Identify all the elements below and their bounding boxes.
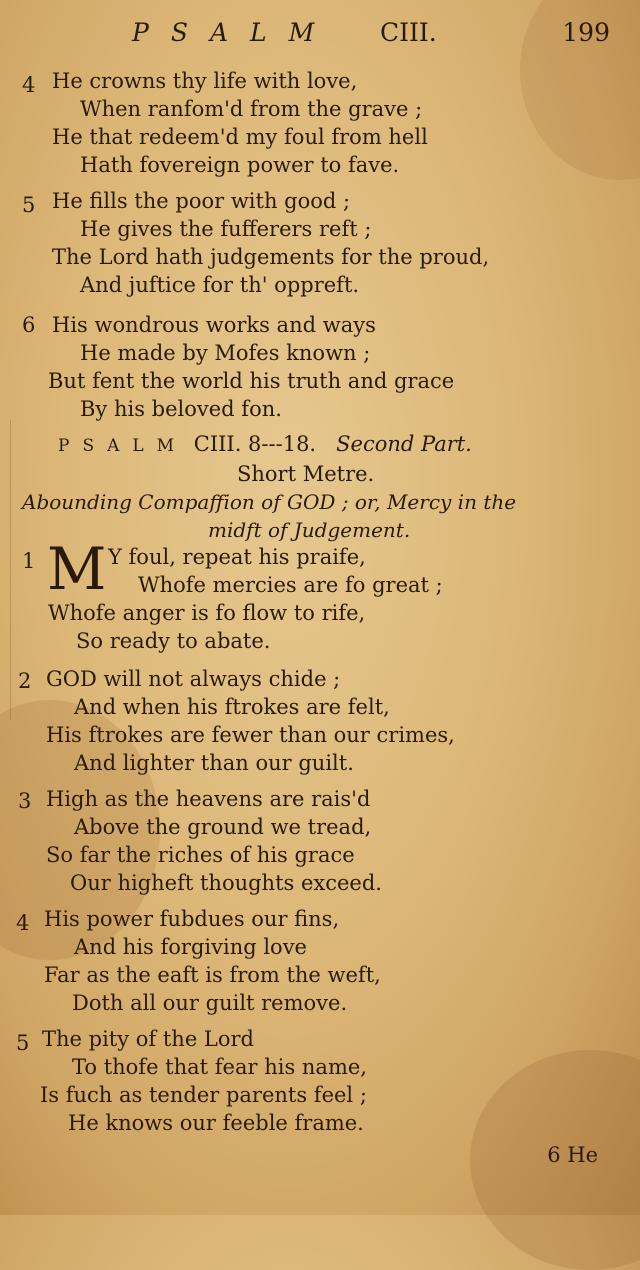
verse-number: 2 bbox=[18, 669, 32, 693]
verse-line: Far as the eaft is from the weft, bbox=[44, 963, 381, 987]
verse-line: To thofe that fear his name, bbox=[72, 1055, 367, 1079]
verse-number: 6 bbox=[22, 313, 36, 337]
metre-label: Short Metre. bbox=[237, 462, 375, 486]
verse-line: His wondrous works and ways bbox=[52, 313, 376, 337]
verse-line: He crowns thy life with love, bbox=[52, 69, 358, 93]
hymn-subtitle-line2: midft of Judgement. bbox=[208, 518, 411, 542]
verse-line: So far the riches of his grace bbox=[46, 843, 355, 867]
hymn-subtitle-line1: Abounding Compaffion of GOD ; or, Mercy in the bbox=[22, 490, 517, 514]
verse-line: High as the heavens are rais'd bbox=[46, 787, 371, 811]
verse-line: Doth all our guilt remove. bbox=[72, 991, 348, 1015]
verse-line: Hath fovereign power to fave. bbox=[80, 153, 400, 177]
section-heading-part: Second Part. bbox=[336, 432, 472, 456]
verse-line: He fills the poor with good ; bbox=[52, 189, 351, 213]
verse-line: The Lord hath judgements for the proud, bbox=[52, 245, 490, 269]
verse-number: 5 bbox=[16, 1031, 30, 1055]
verse-line: He made by Mofes known ; bbox=[80, 341, 371, 365]
margin-line bbox=[10, 420, 11, 720]
verse-line: Our higheft thoughts exceed. bbox=[70, 871, 382, 895]
header-title: PSALM bbox=[132, 18, 337, 47]
verse-line: By his beloved fon. bbox=[80, 397, 282, 421]
running-header bbox=[0, 14, 640, 54]
verse-line: He gives the fufferers reft ; bbox=[80, 217, 372, 241]
page-number: 199 bbox=[562, 18, 610, 47]
header-psalm-number: CIII. bbox=[380, 18, 437, 47]
verse-line: And his forgiving love bbox=[74, 935, 307, 959]
verse-line: He knows our feeble frame. bbox=[68, 1111, 364, 1135]
verse-line: But fent the world his truth and grace bbox=[48, 369, 455, 393]
verse-line: So ready to abate. bbox=[76, 629, 271, 653]
verse-number: 4 bbox=[16, 911, 30, 935]
verse-line: Above the ground we tread, bbox=[74, 815, 372, 839]
verse-line: And when his ftrokes are felt, bbox=[74, 695, 390, 719]
verse-line: And juftice for th' oppreft. bbox=[80, 273, 360, 297]
verse-line: Whofe mercies are fo great ; bbox=[138, 573, 443, 597]
verse-line: The pity of the Lord bbox=[42, 1027, 254, 1051]
verse-line: Is fuch as tender parents feel ; bbox=[40, 1083, 367, 1107]
verse-line: When ranfom'd from the grave ; bbox=[80, 97, 423, 121]
verse-number: 5 bbox=[22, 193, 36, 217]
verse-number: 1 bbox=[22, 549, 36, 573]
verse-line: GOD will not always chide ; bbox=[46, 667, 341, 691]
verse-line: His ftrokes are fewer than our crimes, bbox=[46, 723, 455, 747]
verse-line: Y foul, repeat his praife, bbox=[108, 545, 366, 569]
verse-line: And lighter than our guilt. bbox=[74, 751, 354, 775]
drop-cap: M bbox=[47, 535, 107, 603]
verse-number: 3 bbox=[18, 789, 32, 813]
section-heading bbox=[58, 432, 472, 456]
verse-line: He that redeem'd my foul from hell bbox=[52, 125, 428, 149]
verse-number: 4 bbox=[22, 73, 36, 97]
section-heading-psalm: PSALM bbox=[58, 436, 188, 456]
catchword: 6 He bbox=[547, 1143, 598, 1167]
verse-line: Whofe anger is fo flow to rife, bbox=[48, 601, 366, 625]
section-heading-ref: CIII. 8---18. bbox=[193, 432, 317, 456]
verse-line: His power fubdues our fins, bbox=[44, 907, 340, 931]
